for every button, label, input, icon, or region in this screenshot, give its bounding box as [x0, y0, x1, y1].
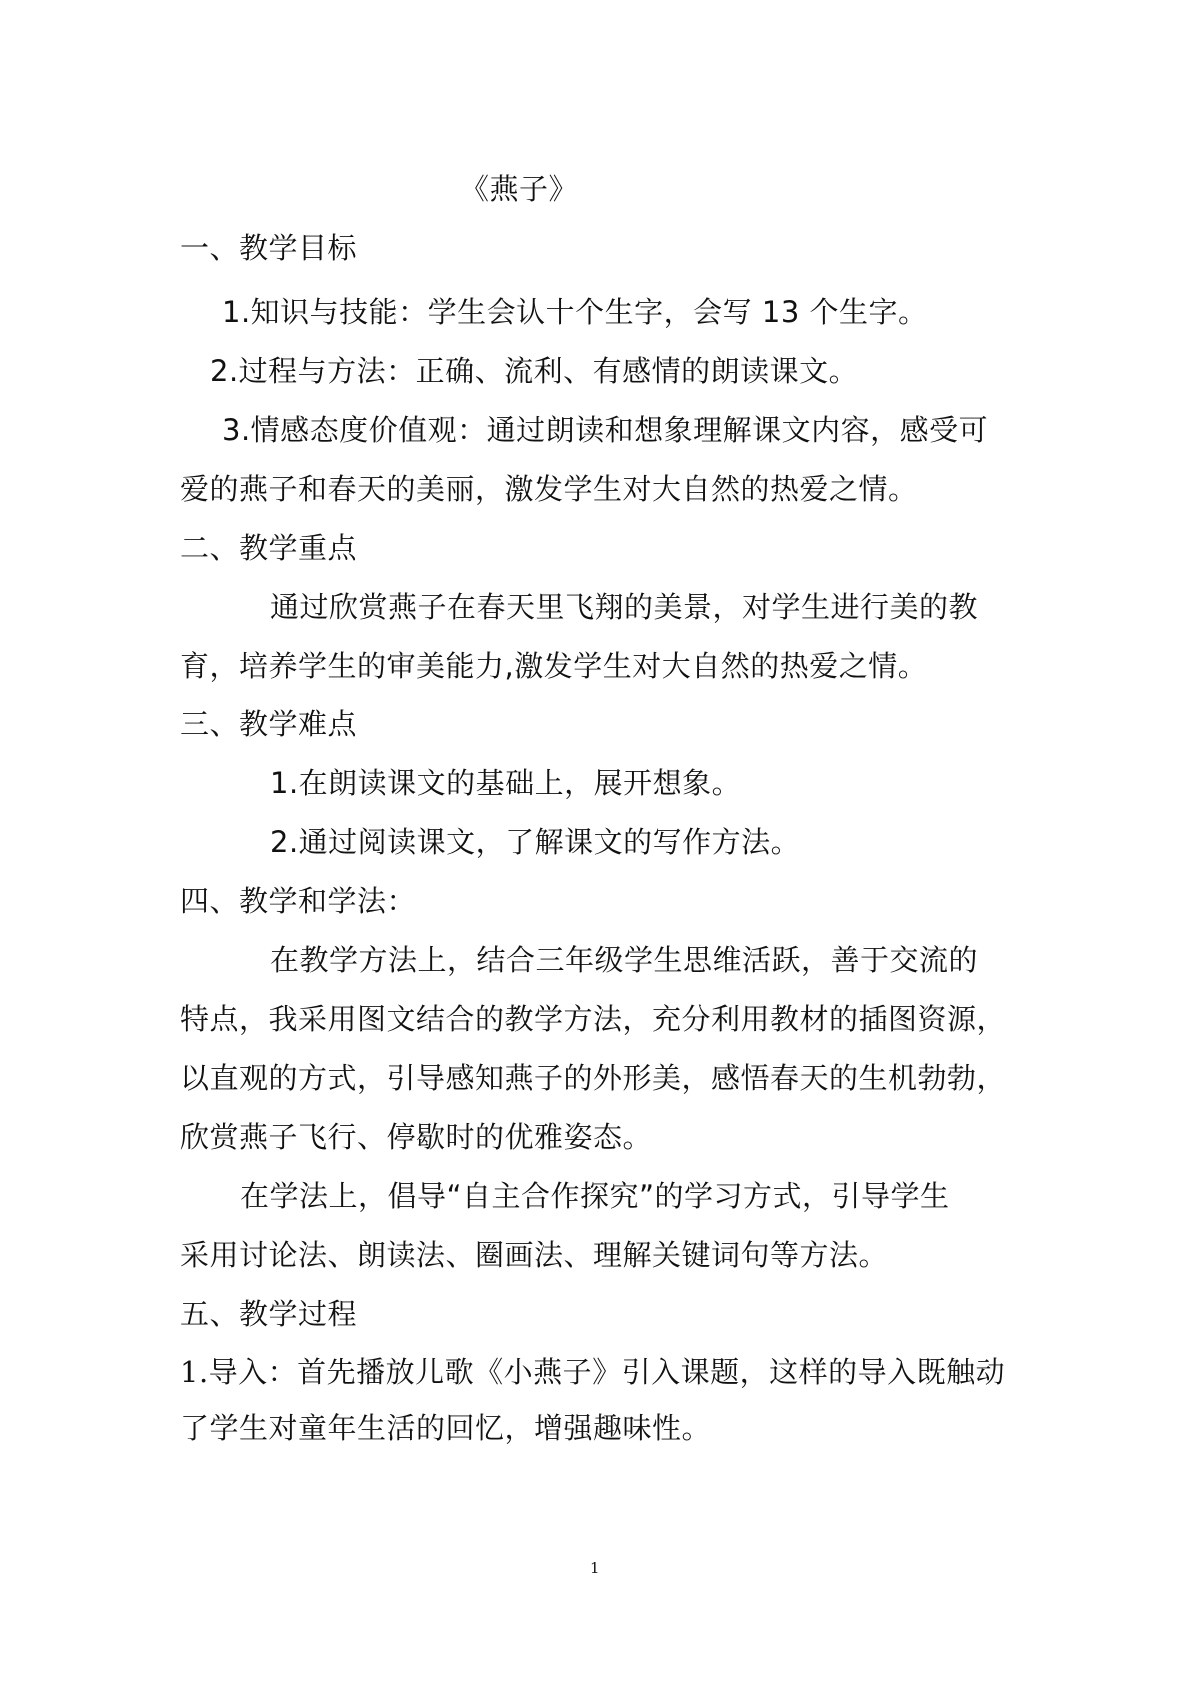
page-number: 1 [590, 1559, 600, 1577]
difficulty-item-1: 1.在朗读课文的基础上，展开想象。 [270, 766, 742, 800]
goal-knowledge-skill: 1.知识与技能：学生会认十个生字，会写 13 个生字。 [222, 295, 928, 329]
learning-method-line-2: 采用讨论法、朗读法、圈画法、理解关键词句等方法。 [180, 1238, 889, 1272]
focus-text-line-2: 育，培养学生的审美能力,激发学生对大自然的热爱之情。 [180, 649, 928, 683]
document-title: 《燕子》 [460, 172, 579, 206]
goal-emotion-line-2: 爱的燕子和春天的美丽，激发学生对大自然的热爱之情。 [180, 472, 918, 506]
methods-text-line-2: 特点，我采用图文结合的教学方法，充分利用教材的插图资源， [180, 1002, 1007, 1036]
heading-methods: 四、教学和学法： [180, 884, 417, 918]
methods-text-line-4: 欣赏燕子飞行、停歇时的优雅姿态。 [180, 1120, 653, 1154]
learning-method-line-1: 在学法上，倡导“自主合作探究”的学习方式，引导学生 [240, 1179, 950, 1213]
focus-text-line-1: 通过欣赏燕子在春天里飞翔的美景，对学生进行美的教 [270, 590, 979, 624]
goal-emotion-line-1: 3.情感态度价值观：通过朗读和想象理解课文内容，感受可 [222, 413, 989, 447]
process-intro-line-1: 1.导入：首先播放儿歌《小燕子》引入课题，这样的导入既触动 [180, 1355, 1006, 1389]
methods-text-line-1: 在教学方法上，结合三年级学生思维活跃，善于交流的 [270, 943, 979, 977]
heading-teaching-difficulty: 三、教学难点 [180, 707, 358, 741]
difficulty-item-2: 2.通过阅读课文，了解课文的写作方法。 [270, 825, 801, 859]
goal-process-method: 2.过程与方法：正确、流利、有感情的朗读课文。 [210, 354, 859, 388]
methods-text-line-3: 以直观的方式，引导感知燕子的外形美，感悟春天的生机勃勃， [180, 1061, 1007, 1095]
heading-teaching-goals: 一、教学目标 [180, 231, 358, 265]
process-intro-line-2: 了学生对童年生活的回忆，增强趣味性。 [180, 1411, 712, 1445]
heading-teaching-focus: 二、教学重点 [180, 531, 358, 565]
heading-teaching-process: 五、教学过程 [180, 1297, 358, 1331]
